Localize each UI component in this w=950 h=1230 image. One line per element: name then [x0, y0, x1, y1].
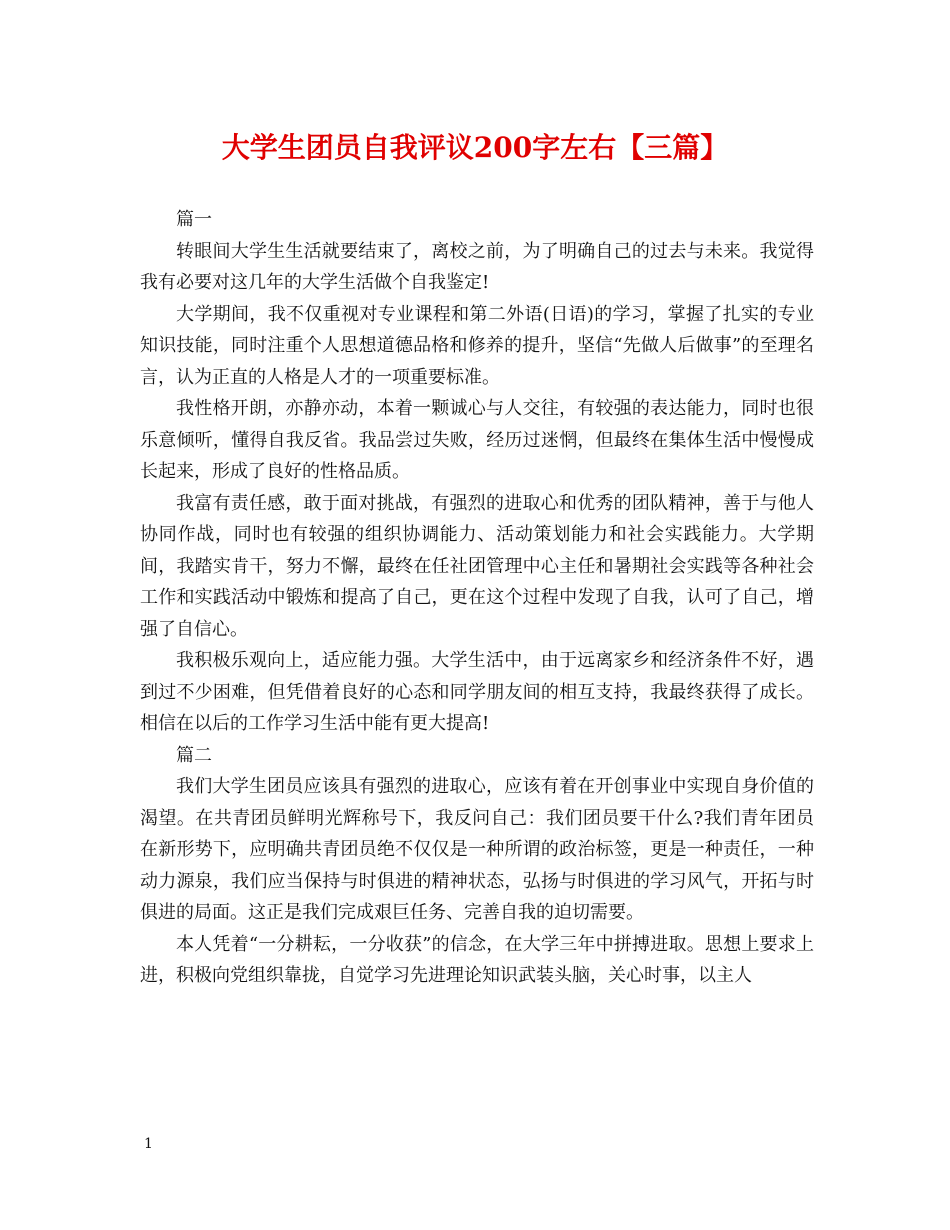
paragraph: 我富有责任感，敢于面对挑战，有强烈的进取心和优秀的团队精神，善于与他人协同作战，同时也有较强的组织协调能力、活动策划能力和社会实践能力。大学期间，我踏实肯干，努力不懈，最终在任社团管理中心主任和暑期社会实践等各种社会工作和实践活动中锻炼和提高了自己，更在这个过程中发现了自我，认可了自己，增强了自信心。 — [140, 492, 814, 640]
paragraph: 大学期间，我不仅重视对专业课程和第二外语(日语)的学习，掌握了扎实的专业知识技能，同时注重个人思想道德品格和修养的提升，坚信“先做人后做事”的至理名言，认为正直的人格是人才的一项重要标准。 — [140, 303, 814, 388]
paragraph: 我们大学生团员应该具有强烈的进取心，应该有着在开创事业中实现自身价值的渴望。在共青团员鲜明光辉称号下，我反问自己：我们团员要干什么?我们青年团员在新形势下，应明确共青团员绝不仅仅是一种所谓的政治标签，更是一种责任，一种动力源泉，我们应当保持与时俱进的精神状态，弘扬与时俱进的学习风气，开拓与时俱进的局面。这正是我们完成艰巨任务、完善自我的迫切需要。 — [140, 776, 814, 923]
paragraph: 本人凭着“一分耕耘，一分收获”的信念，在大学三年中拼搏进取。思想上要求上进，积极向党组织靠拢，自觉学习先进理论知识武装头脑，关心时事，以主人 — [140, 933, 814, 986]
paragraph: 我积极乐观向上，适应能力强。大学生活中，由于远离家乡和经济条件不好，遇到过不少困难，但凭借着良好的心态和同学朋友间的相互支持，我最终获得了成长。相信在以后的工作学习生活中能有更大提高! — [140, 650, 814, 734]
section-heading: 篇一 — [176, 209, 212, 230]
document-title: 大学生团员自我评议200字左右【三篇】 — [221, 131, 729, 164]
section-heading: 篇二 — [176, 744, 212, 766]
paragraph: 我性格开朗，亦静亦动，本着一颗诚心与人交往，有较强的表达能力，同时也很乐意倾听，懂得自我反省。我品尝过失败，经历过迷惘，但最终在集体生活中慢慢成长起来，形成了良好的性格品质。 — [140, 398, 814, 482]
paragraph: 转眼间大学生生活就要结束了，离校之前，为了明确自己的过去与未来。我觉得我有必要对这几年的大学生活做个自我鉴定! — [140, 240, 814, 293]
page-number: 1 — [144, 1136, 153, 1152]
document-body — [140, 204, 814, 992]
